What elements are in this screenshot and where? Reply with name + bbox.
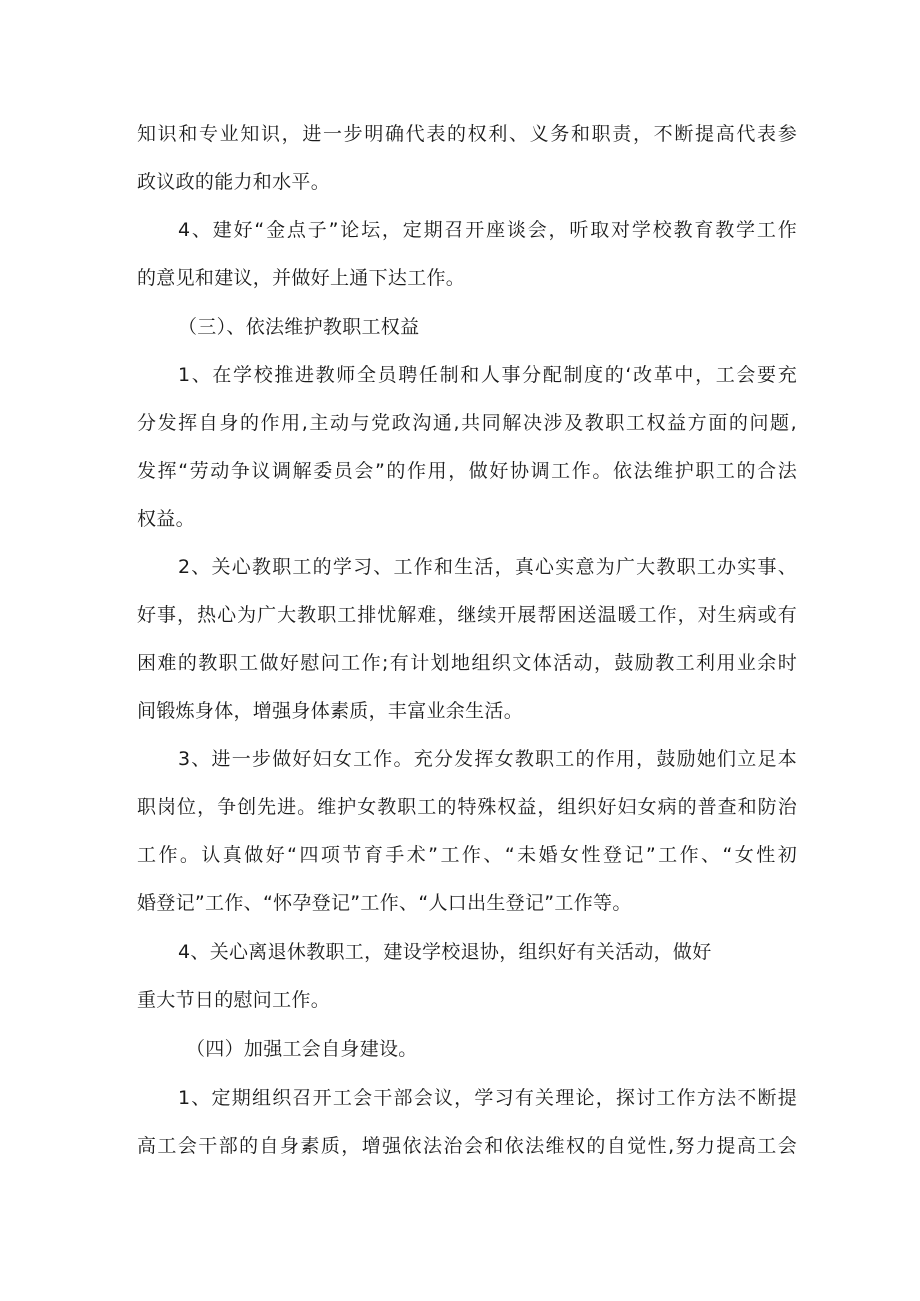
text-line: 分发挥自身的作用,主动与党政沟通,共同解决涉及教职工权益方面的问题,	[137, 412, 797, 434]
text-line: 高工会干部的自身素质，增强依法治会和依法维权的自觉性,努力提高工会	[137, 1135, 797, 1157]
text-line: 工作。认真做好“四项节育手术”工作、“未婚女性登记”工作、“女性初	[137, 844, 797, 866]
text-line: 的意见和建议，并做好上通下达工作。	[137, 267, 466, 289]
text-line: 4、建好“金点子”论坛，定期召开座谈会，听取对学校教育教学工作	[178, 219, 797, 241]
text-line: 好事，热心为广大教职工排忧解难，继续开展帮困送温暖工作，对生病或有	[137, 604, 797, 626]
text-line: 4、关心离退休教职工，建设学校退协，组织好有关活动，做好	[178, 941, 712, 963]
text-line: 重大节日的慰问工作。	[137, 989, 331, 1011]
text-line: 知识和专业知识，进一步明确代表的权利、义务和职责，不断提高代表参	[137, 123, 797, 145]
text-line: 1、在学校推进教师全员聘任制和人事分配制度的‘改革中，工会要充	[178, 364, 797, 386]
text-line: 职岗位，争创先进。维护女教职工的特殊权益，组织好妇女病的普查和防治	[137, 796, 797, 818]
text-line: 2、关心教职工的学习、工作和生活，真心实意为广大教职工办实事、	[178, 556, 797, 578]
text-line: 婚登记”工作、“怀孕登记”工作、“人口出生登记”工作等。	[137, 892, 632, 914]
text-line: 发挥“劳动争议调解委员会”的作用，做好协调工作。依法维护职工的合法	[137, 460, 797, 482]
text-line: 3、进一步做好妇女工作。充分发挥女教职工的作用，鼓励她们立足本	[178, 748, 797, 770]
text-line: 政议政的能力和水平。	[137, 171, 331, 193]
text-line: 困难的教职工做好慰问工作;有计划地组织文体活动，鼓励教工利用业余时	[137, 652, 797, 674]
text-line: 1、定期组织召开工会干部会议，学习有关理论，探讨工作方法不断提	[178, 1087, 797, 1109]
text-line: 间锻炼身体，增强身体素质，丰富业余生活。	[137, 700, 524, 722]
section-heading: （四）加强工会自身建设。	[186, 1038, 418, 1060]
text-line: 权益。	[137, 508, 195, 530]
section-heading: （三）、依法维护教职工权益	[178, 316, 420, 338]
